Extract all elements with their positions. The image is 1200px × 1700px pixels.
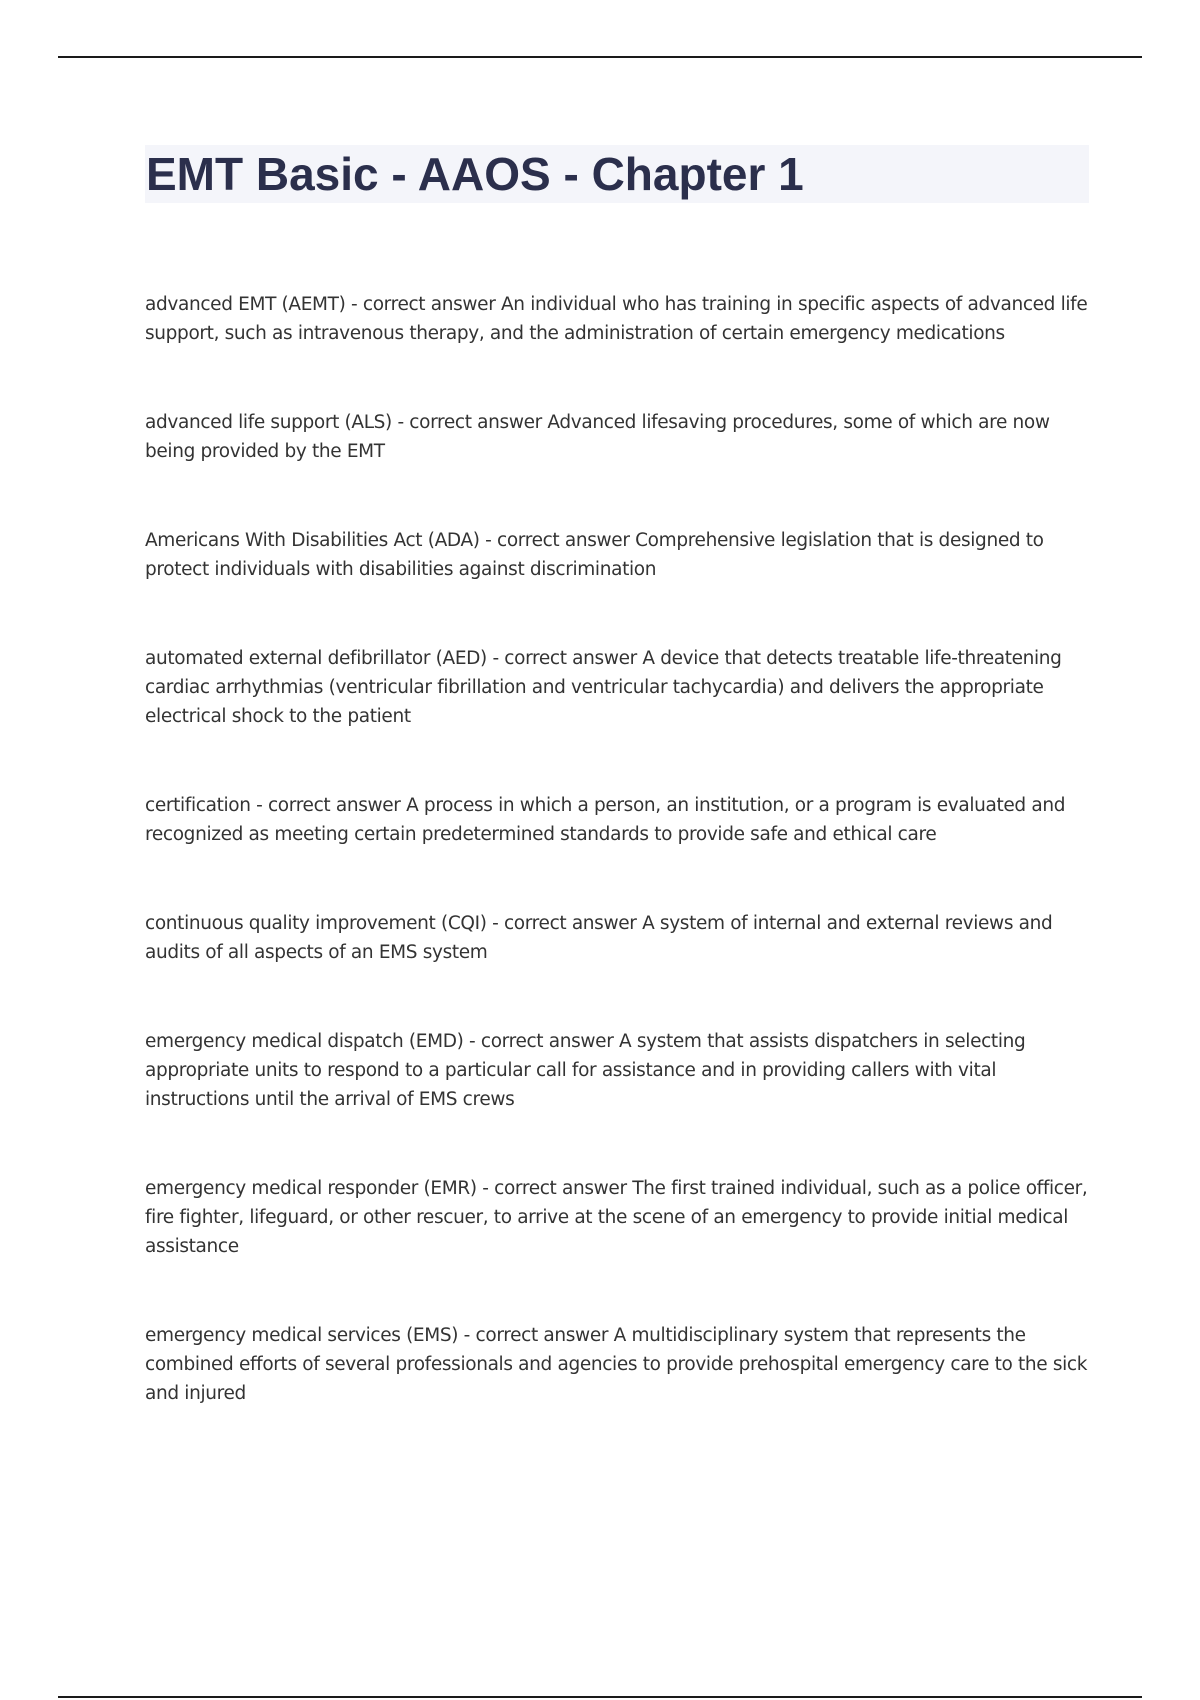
page-title: EMT Basic - AAOS - Chapter 1 bbox=[146, 148, 804, 200]
glossary-entry-aed: automated external defibrillator (AED) - correct answer A device that detects treatable life-threatening cardiac arrhythmias (ventricular fibrillation and ventricular tachycardia) and delivers the appropriate electrical shock to the patient bbox=[145, 648, 1062, 727]
top-divider bbox=[58, 56, 1142, 58]
glossary-list bbox=[145, 290, 1095, 1468]
glossary-entry-aemt: advanced EMT (AEMT) - correct answer An individual who has training in specific aspects of advanced life support, such as intravenous therapy, and the administration of certain emergency medications bbox=[145, 294, 1088, 344]
glossary-entry-emr: emergency medical responder (EMR) - correct answer The first trained individual, such as a police officer, fire fighter, lifeguard, or other rescuer, to arrive at the scene of an emergency to provide initial medical assistance bbox=[145, 1178, 1088, 1257]
glossary-entry-ems: emergency medical services (EMS) - correct answer A multidisciplinary system that represents the combined efforts of several professionals and agencies to provide prehospital emergency care to the sick and injured bbox=[145, 1325, 1088, 1404]
glossary-entry-cqi: continuous quality improvement (CQI) - correct answer A system of internal and external reviews and audits of all aspects of an EMS system bbox=[145, 913, 1053, 963]
glossary-entry-certification: certification - correct answer A process in which a person, an institution, or a program is evaluated and recognized as meeting certain predetermined standards to provide safe and ethical care bbox=[145, 795, 1066, 845]
glossary-entry-ada: Americans With Disabilities Act (ADA) - correct answer Comprehensive legislation that is designed to protect individuals with disabilities against discrimination bbox=[145, 530, 1044, 580]
bottom-divider bbox=[58, 1696, 1142, 1698]
glossary-entry-als: advanced life support (ALS) - correct answer Advanced lifesaving procedures, some of which are now being provided by the EMT bbox=[145, 412, 1050, 462]
glossary-entry-emd: emergency medical dispatch (EMD) - correct answer A system that assists dispatchers in selecting appropriate units to respond to a particular call for assistance and in providing callers with vital instructions until the arrival of EMS crews bbox=[145, 1031, 1026, 1110]
